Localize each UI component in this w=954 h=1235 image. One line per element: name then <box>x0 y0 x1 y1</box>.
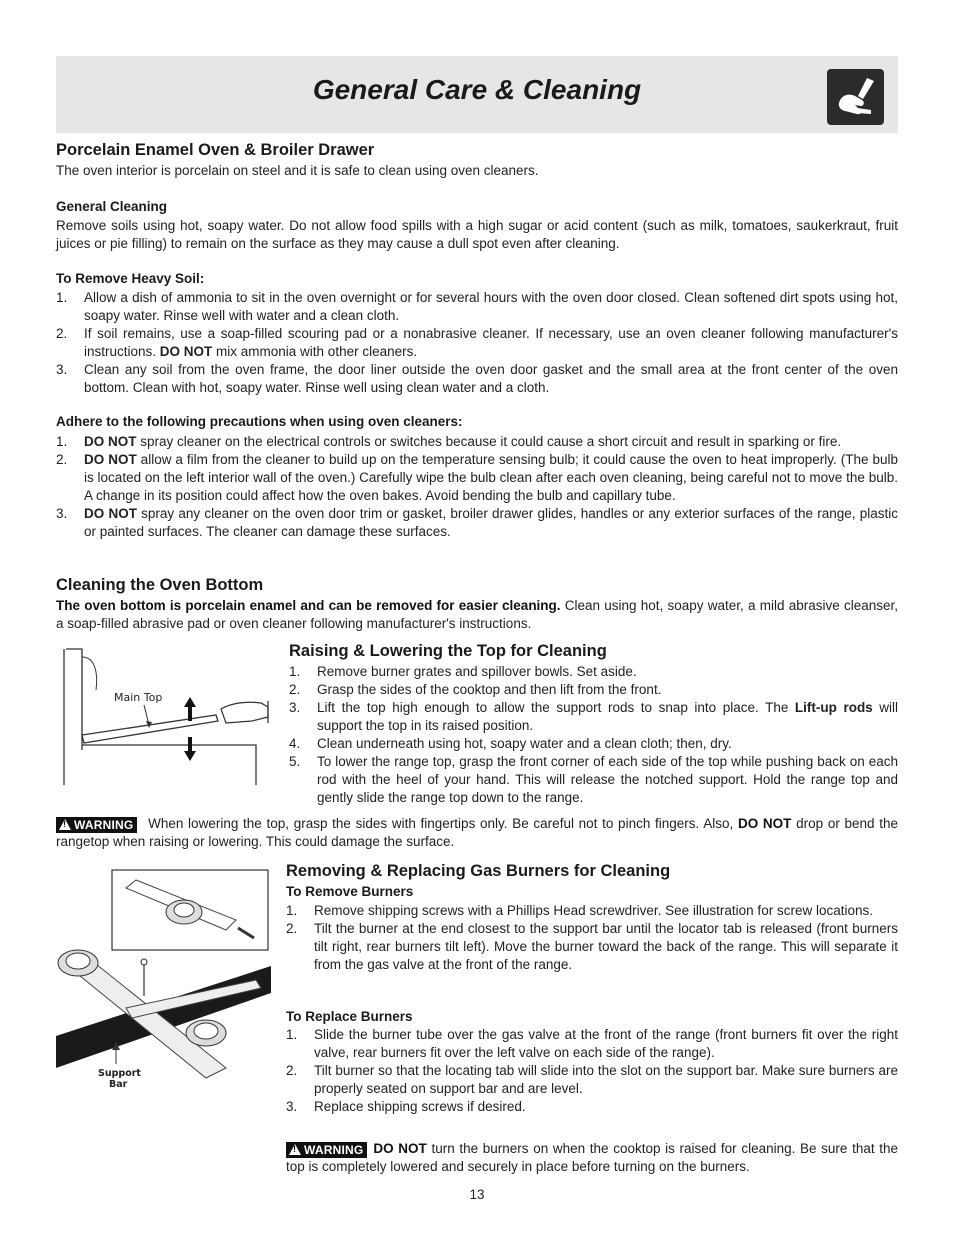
bar-label: Bar <box>109 1079 128 1090</box>
page-title: General Care & Cleaning <box>312 74 642 105</box>
raising-heading: Raising & Lowering the Top for Cleaning <box>289 642 607 660</box>
list-item: 3. DO NOT spray any cleaner on the oven door trim or gasket, broiler drawer glides, handles or any exterior surfaces of the range, plastic or painted surfaces. The cleaner can damage these surfaces. <box>56 506 898 539</box>
list-item: 5. To lower the range top, grasp the front corner of each side of the top while pushing back on each rod with the heel of your hand. This will release the notched support. Hold the range top and gently slide the range top down to the range. <box>289 754 898 805</box>
list-item: 1. Remove burner grates and spillover bowls. Set aside. <box>289 664 637 679</box>
list-item: 3. Clean any soil from the oven frame, the door liner outside the oven door gasket and the small area at the front center of the oven bottom. Clean with hot, soapy water. Rinse well using clean water and a cloth. <box>56 362 898 395</box>
page-number: 13 <box>469 1187 485 1202</box>
list-item: 2. Grasp the sides of the cooktop and then lift from the front. <box>289 682 662 697</box>
list-item: 3. Lift the top high enough to allow the support rods to snap into place. The Lift-up rods will support the top in its raised position. <box>289 700 899 733</box>
page-header <box>56 56 898 133</box>
list-item: 2. Tilt burner so that the locating tab will slide into the slot on the support bar. Make sure burners are properly seated on support bar and are level. <box>286 1063 898 1096</box>
warning-badge: !WARNING <box>286 1142 367 1158</box>
porcelain-heading: Porcelain Enamel Oven & Broiler Drawer <box>56 141 375 159</box>
porcelain-intro: The oven interior is porcelain on steel and it is safe to clean using oven cleaners. <box>56 163 539 178</box>
burner-illustration <box>56 868 271 1108</box>
general-cleaning-text: Remove soils using hot, soapy water. Do not allow food spills with a high sugar or acid content (such as milk, tomatoes, saukerkraut, fruit juices or pie filling) to remain on the surface as they may cause a dull spot even after cleaning. <box>56 218 898 251</box>
precautions-heading: Adhere to the following precautions when using oven cleaners: <box>56 414 463 429</box>
remove-burners-list <box>286 902 898 974</box>
oven-bottom-text: The oven bottom is porcelain enamel and can be removed for easier cleaning. Clean using hot, soapy water, a mild abrasive cleanser, a soap-filled abrasive pad or oven cleaner following manufacturer's instructions. <box>56 598 898 631</box>
list-item: 1. Slide the burner tube over the gas valve at the front of the range (front burners fit over the right valve, rear burners fit over the left valve on each side of the range). <box>286 1027 898 1060</box>
heavy-soil-list <box>56 289 898 397</box>
main-top-illustration <box>56 645 276 790</box>
hand-cleaning-icon <box>827 69 884 125</box>
list-item: 2. Tilt the burner at the end closest to the support bar until the locator tab is released (front burners tilt right, rear burners tilt left). Move the burner toward the back of the range. This will separate it from the gas valve at the front of the range. <box>286 921 898 972</box>
replace-burners-list <box>286 1026 898 1116</box>
warning-badge: !WARNING <box>56 817 137 833</box>
oven-bottom-heading: Cleaning the Oven Bottom <box>56 576 264 594</box>
list-item: 2. If soil remains, use a soap-filled scouring pad or a nonabrasive cleaner. If necessary, use an oven cleaner following manufacturer's instructions. DO NOT mix ammonia with other cleaners. <box>56 326 898 359</box>
precautions-list <box>56 433 898 541</box>
list-item: 4. Clean underneath using hot, soapy water and a clean cloth; then, dry. <box>289 736 732 751</box>
remove-burners-heading: To Remove Burners <box>286 884 414 899</box>
burners-warning: !WARNING DO NOT turn the burners on when the cooktop is raised for cleaning. Be sure that the top is completely lowered and securely in place before turning on the burners. <box>286 1140 898 1176</box>
support-label: Support <box>98 1068 141 1079</box>
list-item: 1. Remove shipping screws with a Phillips Head screwdriver. See illustration for screw locations. <box>286 903 873 918</box>
burners-heading: Removing & Replacing Gas Burners for Cleaning <box>286 862 671 880</box>
raising-list <box>289 663 898 807</box>
warning-triangle-icon <box>59 819 71 830</box>
general-cleaning-heading: General Cleaning <box>56 199 168 214</box>
list-item: 3. Replace shipping screws if desired. <box>286 1099 526 1114</box>
warning-triangle-icon <box>289 1144 301 1155</box>
main-top-label: Main Top <box>114 691 163 704</box>
raising-warning: !WARNING When lowering the top, grasp the sides with fingertips only. Be careful not to pinch fingers. Also, DO NOT drop or bend the rangetop when raising or lowering. This could damage the surface. <box>56 815 898 851</box>
list-item: 2. DO NOT allow a film from the cleaner to build up on the temperature sensing bulb; it could cause the oven to heat improperly. (The bulb is located on the left interior wall of the oven.) Carefully wipe the bulb clean after each oven cleaning, being careful not to move the bulb. A change in its position could affect how the oven bakes. Avoid bending the bulb and capillary tube. <box>56 452 899 503</box>
replace-burners-heading: To Replace Burners <box>286 1009 413 1024</box>
list-item: 1. DO NOT spray cleaner on the electrical controls or switches because it could cause a short circuit and result in sparking or fire. <box>56 434 842 449</box>
heavy-soil-heading: To Remove Heavy Soil: <box>56 271 205 286</box>
list-item: 1. Allow a dish of ammonia to sit in the oven overnight or for several hours with the oven door closed. Clean softened dirt spots using hot, soapy water. Rinse well with water and a clean cloth. <box>56 290 898 323</box>
